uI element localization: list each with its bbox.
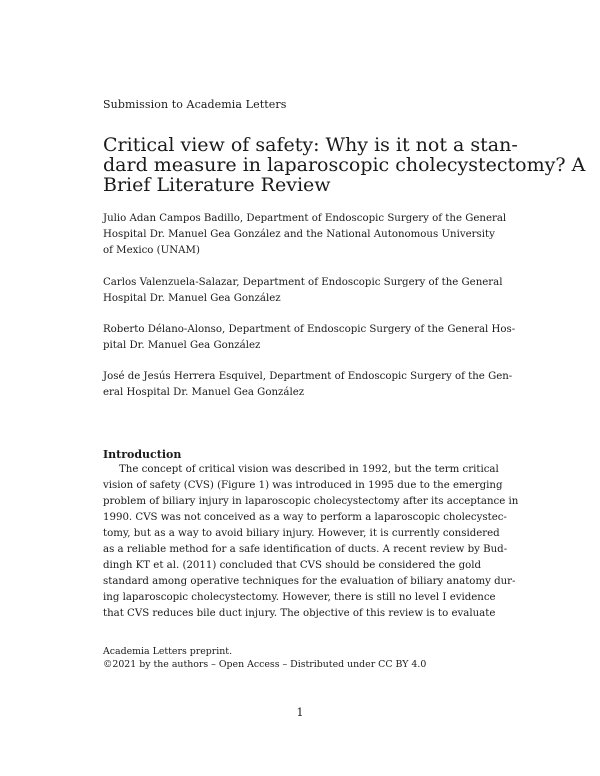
body-line: problem of biliary injury in laparoscopic cholecystectomy after its acceptance in [103,496,519,507]
preprint-notice: Academia Letters preprint. [103,646,233,657]
page-number: 1 [296,706,304,719]
author-line: pital Dr. Manuel Gea González [103,340,261,351]
title-line: dard measure in laparoscopic cholecystectomy? A [103,154,586,176]
introduction-heading: Introduction [103,448,182,461]
introduction-body [103,462,519,622]
body-line: tomy, but as a way to avoid biliary injury. However, it is currently considered [103,528,500,539]
body-line: dingh KT et al. (2011) concluded that CVS should be considered the gold [103,560,481,571]
body-line: ing laparoscopic cholecystectomy. However, there is still no level I evidence [103,592,496,603]
paper-title [103,134,586,196]
title-line: Brief Literature Review [103,174,331,196]
author-line: Hospital Dr. Manuel Gea González [103,293,281,304]
title-line: Critical view of safety: Why is it not a stan- [103,134,518,156]
author-line: eral Hospital Dr. Manuel Gea González [103,387,305,398]
body-line: The concept of critical vision was described in 1992, but the term critical [119,464,499,475]
author-affiliation-4 [103,369,513,401]
page-footer [103,645,426,671]
author-line: of Mexico (UNAM) [103,245,200,256]
body-line: vision of safety (CVS) (Figure 1) was introduced in 1995 due to the emerging [103,480,503,491]
submission-label: Submission to Academia Letters [103,98,287,111]
body-line: 1990. CVS was not conceived as a way to perform a laparoscopic cholecystec- [103,512,507,523]
author-line: Julio Adan Campos Badillo, Department of Endoscopic Surgery of the General [103,213,507,224]
body-line: as a reliable method for a safe identification of ducts. A recent review by Bud- [103,544,508,555]
license-notice: ©2021 by the authors – Open Access – Distributed under CC BY 4.0 [103,659,427,670]
author-line: Hospital Dr. Manuel Gea González and the National Autonomous University [103,229,495,240]
author-line: José de Jesús Herrera Esquivel, Department of Endoscopic Surgery of the Gen- [103,371,513,382]
body-line: that CVS reduces bile duct injury. The objective of this review is to evaluate [103,608,496,619]
author-affiliation-2 [103,275,503,307]
author-line: Roberto Délano-Alonso, Department of Endoscopic Surgery of the General Hos- [103,324,516,335]
author-line: Carlos Valenzuela-Salazar, Department of Endoscopic Surgery of the General [103,277,503,288]
author-affiliation-1 [103,211,507,259]
body-line: standard among operative techniques for the evaluation of biliary anatomy dur- [103,576,516,587]
author-affiliation-3 [103,322,516,354]
